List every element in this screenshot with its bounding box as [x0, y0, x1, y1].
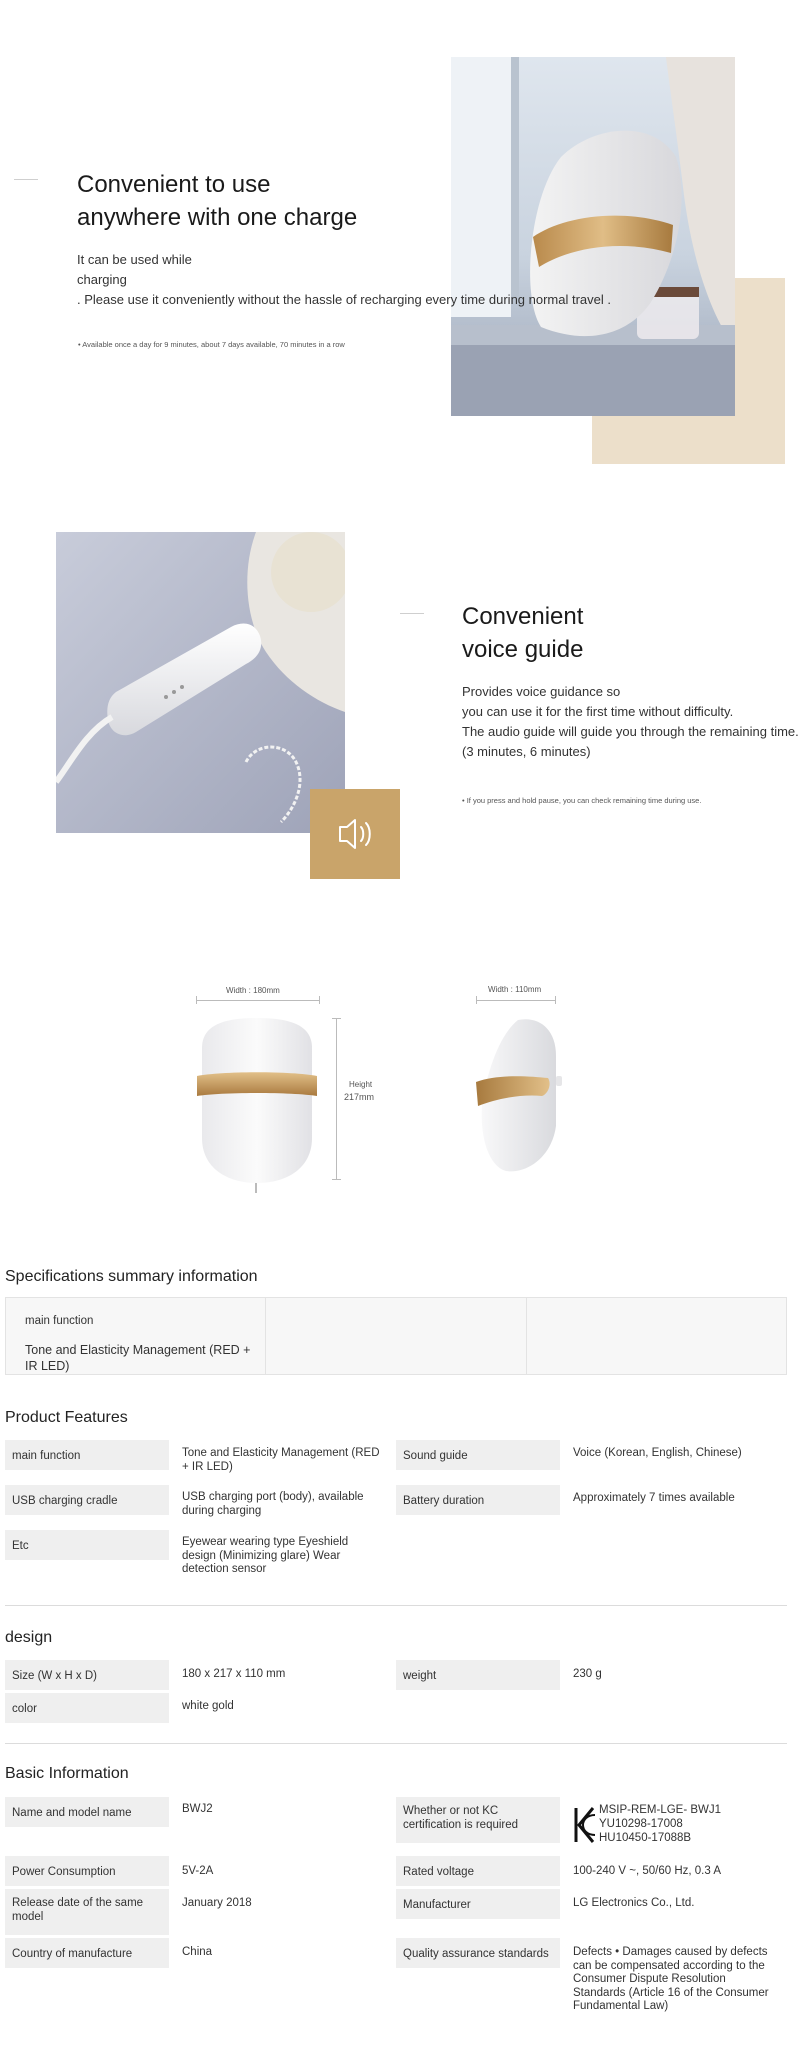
voice-section-title — [462, 600, 583, 666]
info-value: 5V-2A — [182, 1865, 214, 1877]
speaker-icon-tile — [310, 789, 400, 879]
charge-title-line1: Convenient to use — [77, 171, 271, 198]
voice-desc-line1: Provides voice guidance so — [462, 684, 621, 699]
info-value: China — [182, 1946, 213, 1958]
info-label: Name and model name — [5, 1797, 169, 1827]
design-value: white gold — [182, 1700, 234, 1712]
dim-tick — [196, 996, 197, 1004]
voice-title-line1: Convenient — [462, 603, 584, 630]
voice-description — [462, 682, 800, 762]
info-label: Whether or not KC certification is required — [396, 1797, 560, 1843]
charge-note: • Available once a day for 9 minutes, about 7 days available, 70 minutes in a row — [78, 340, 345, 349]
mask-side-image — [468, 1016, 568, 1181]
spec-summary-title: Specifications summary information — [5, 1268, 258, 1285]
side-width-line — [476, 1000, 556, 1001]
decor-line — [14, 179, 38, 180]
voice-desc-line3: The audio guide will guide you through the remaining time. — [462, 724, 799, 739]
voice-note: • If you press and hold pause, you can check remaining time during use. — [462, 796, 702, 805]
height-value: 217mm — [344, 1092, 375, 1102]
design-label: weight — [396, 1660, 560, 1690]
spec-main-function-label: main function — [25, 1315, 94, 1327]
info-label: Power Consumption — [5, 1856, 169, 1886]
design-value: 180 x 217 x 110 mm — [182, 1668, 286, 1680]
design-title: design — [5, 1629, 53, 1646]
kc-codes — [599, 1803, 721, 1845]
speaker-icon — [310, 789, 400, 879]
charge-desc-line1: It can be used while — [77, 252, 192, 267]
section-divider — [5, 1743, 787, 1744]
charge-desc-line2: charging — [77, 272, 127, 287]
mask-front-image — [192, 1018, 322, 1198]
basic-info-title: Basic Information — [5, 1765, 129, 1782]
info-value: BWJ2 — [182, 1803, 213, 1815]
decor-line — [400, 613, 424, 614]
feature-label: Sound guide — [396, 1440, 560, 1470]
charge-desc-line3: . Please use it conveniently without the hassle of recharging every time during normal travel . — [77, 292, 611, 307]
controller-photo — [56, 532, 345, 833]
height-label: Height — [349, 1080, 373, 1089]
voice-title-line2: voice guide — [462, 636, 584, 663]
kc-code: YU10298-17008 — [599, 1818, 683, 1830]
info-value: 100-240 V ~, 50/60 Hz, 0.3 A — [573, 1865, 722, 1877]
design-label: color — [5, 1693, 169, 1723]
mask-on-windowsill-photo — [451, 57, 735, 416]
feature-value: Approximately 7 times available — [573, 1492, 735, 1504]
design-label: Size (W x H x D) — [5, 1660, 169, 1690]
height-line — [336, 1018, 337, 1180]
section-divider — [5, 1605, 787, 1606]
kc-code: MSIP-REM-LGE- BWJ1 — [599, 1804, 722, 1816]
kc-code: HU10450-17088B — [599, 1832, 692, 1844]
info-label: Quality assurance standards — [396, 1938, 560, 1968]
dim-tick — [332, 1018, 341, 1019]
dim-tick — [332, 1179, 341, 1180]
spec-col — [266, 1298, 527, 1374]
feature-value: Voice (Korean, English, Chinese) — [573, 1447, 742, 1459]
dim-tick — [319, 996, 320, 1004]
dim-tick — [476, 996, 477, 1004]
charge-section-title — [77, 168, 357, 234]
feature-value: USB charging port (body), available during charging — [182, 1491, 364, 1517]
feature-label: Etc — [5, 1530, 169, 1560]
spec-main-function-value: Tone and Elasticity Management (RED + IR LED) — [25, 1343, 251, 1373]
kc-mark-icon — [573, 1805, 597, 1850]
feature-label: Battery duration — [396, 1485, 560, 1515]
feature-label: USB charging cradle — [5, 1485, 169, 1515]
front-width-line — [196, 1000, 320, 1001]
charge-title-line2: anywhere with one charge — [77, 204, 358, 231]
feature-value: Tone and Elasticity Management (RED + IR LED) — [182, 1447, 380, 1473]
front-width-label: Width : 180mm — [226, 986, 280, 995]
info-value: LG Electronics Co., Ltd. — [573, 1897, 695, 1909]
info-label: Manufacturer — [396, 1889, 560, 1919]
info-label: Rated voltage — [396, 1856, 560, 1886]
spec-col — [6, 1298, 266, 1374]
voice-desc-line2: you can use it for the first time without difficulty. — [462, 704, 734, 719]
feature-label: main function — [5, 1440, 169, 1470]
side-width-label: Width : 110mm — [488, 985, 542, 994]
voice-desc-line4: (3 minutes, 6 minutes) — [462, 744, 591, 759]
product-features-title: Product Features — [5, 1409, 128, 1426]
spec-summary-box — [5, 1297, 787, 1375]
design-value: 230 g — [573, 1668, 602, 1680]
info-value: January 2018 — [182, 1897, 252, 1909]
dim-tick — [555, 996, 556, 1004]
info-label: Country of manufacture — [5, 1938, 169, 1968]
info-value: Defects • Damages caused by defects can be compensated according to the Consumer Dispute Resolution Standards (Article 16 of the Consumer Fundamental Law) — [573, 1946, 769, 2012]
info-label: Release date of the same model — [5, 1889, 169, 1935]
feature-value: Eyewear wearing type Eyeshield design (Minimizing glare) Wear detection sensor — [182, 1536, 349, 1575]
